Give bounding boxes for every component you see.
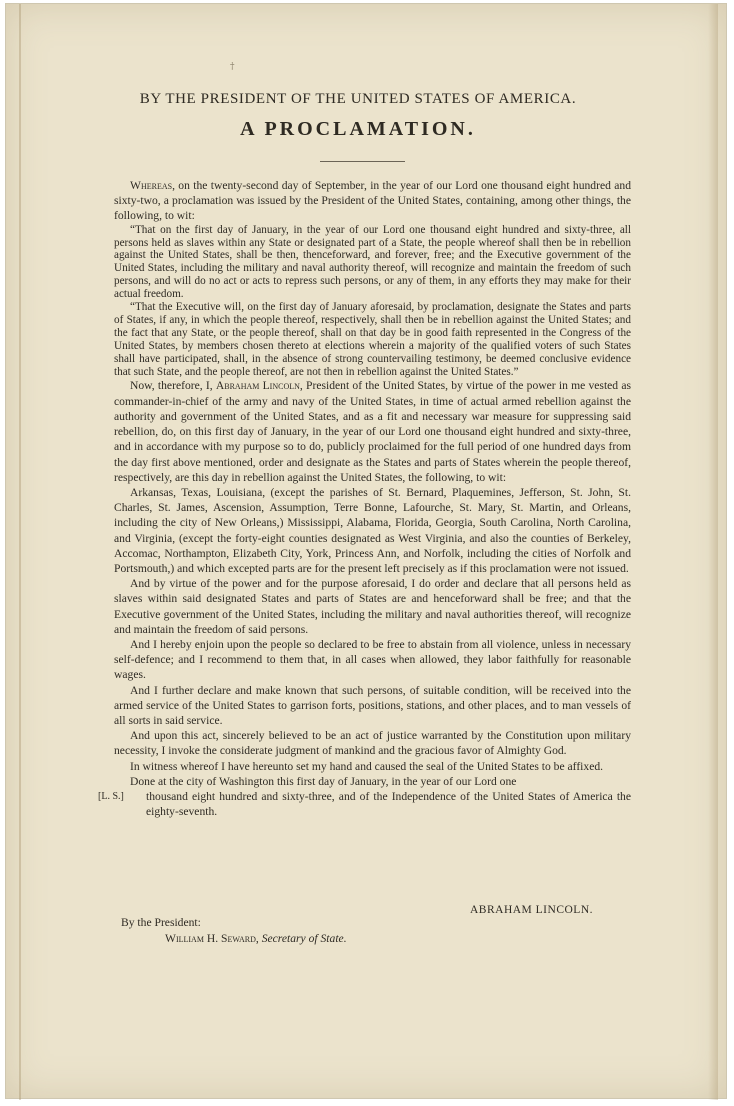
proclamation-body [98,178,631,819]
paragraph-quote-2: “That the Executive will, on the first day of January aforesaid, by proclamation, designate the States and parts of States, if any, in which the people thereof, respectively, shall then be in rebellion against the United States; and the fact that any State, or the people thereof, shall on that day be in good faith represented in the Congress of the United States, by members chosen thereto at elections wherein a majority of the qualified voters of such States shall have participated, shall, in the absence of strong countervailing testimony, be deemed conclusive evidence that such State, and the people thereof, are not then in rebellion against the United States.” [114,301,631,378]
signature-lincoln: ABRAHAM LINCOLN. [470,904,593,916]
paragraph-enjoin: And I hereby enjoin upon the people so declared to be free to abstain from all violence, unless in necessary self-defence; and I recommend to them that, in all cases when allowed, they labor faithfully for reasonable wages. [114,637,631,682]
header-line-president: BY THE PRESIDENT OF THE UNITED STATES OF AMERICA. [139,91,577,107]
paragraph-armed-service: And I further declare and make known that such persons, of suitable condition, will be received into the armed service of the United States to garrison forts, positions, stations, and other places, and to man vessels of all sorts in said service. [114,683,631,727]
seal-marker: [L. S.] [98,790,124,802]
seward-comma: , [255,932,262,945]
done-at-block [98,774,631,820]
paragraph-done-rest: thousand eight hundred and sixty-three, and of the Independence of the United States of America the eighty-seventh. [146,789,631,819]
printer-mark: † [230,62,235,72]
lincoln-name-inline: Abraham Lincoln [215,379,300,393]
paragraph-quote-1: “That on the first day of January, in the year of our Lord one thousand eight hundred and sixty-three, all persons held as slaves within any State or designated part of a State, the people whereof shall then be in rebellion against the United States, shall be then, thenceforward, and forever, free; and the Executive government of the United States, including the military and naval authority thereof, will recognize and maintain the freedom of such persons, and will do no act or acts to repress such persons, or any of them, in any efforts they may make for their actual freedom. [114,223,631,301]
now-therefore-pre: Now, therefore, I, [130,379,216,393]
paragraph-order-free: And by virtue of the power and for the purpose aforesaid, I do order and declare that all persons held as slaves within said designated States and parts of States are and henceforward shall be free; and that the Executive government of the United States, including the military and naval authorities thereof, will recognize and maintain the freedom of said persons. [114,577,631,636]
paragraph-justice: And upon this act, sincerely believed to be an act of justice warranted by the Constitution upon military necessity, I invoke the considerate judgment of mankind and the gracious favor of Almighty God. [114,729,631,758]
now-therefore-post: , President of the United States, by virtue of the power in me vested as commander-in-chief of the army and navy of the United States, in time of actual armed rebellion against the authority and government of the United States, and as a fit and necessary war measure for suppressing said rebellion, do, on this first day of January, in the year of our Lord one thousand eight hundred and sixty-three, and in accordance with my purpose so to do, publicly proclaimed for the full period of one hundred days from the day first above mentioned, order and designate as the States and parts of States wherein the people thereof, respectively, are this day in rebellion against the United States, the following, to wit: [114,379,631,484]
header-divider [320,161,405,162]
header-title-proclamation: A PROCLAMATION. [240,118,476,140]
seward-signature [165,932,347,945]
whereas-text: , on the twenty-second day of September, in the year of our Lord one thousand eight hundred and sixty-two, a proclamation was issued by the President of the United States, containing, among other things, the following, to wit: [114,179,631,223]
seward-name: William H. Seward [165,932,256,945]
paragraph-now-therefore [114,378,631,484]
by-the-president: By the President: [121,916,201,929]
paragraph-witness: In witness whereof I have hereunto set my hand and caused the seal of the United States to be affixed. [130,759,604,773]
paragraph-states-list: Arkansas, Texas, Louisiana, (except the parishes of St. Bernard, Plaquemines, Jefferson, St. John, St. Charles, St. James, Ascension, Assumption, Terre Bonne, Lafourche, St. Mary, St. Martin, and Orleans, including the city of New Orleans,) Mississippi, Alabama, Florida, Georgia, South Carolina, North Carolina, and Virginia, (except the forty-eight counties designated as West Virginia, and also the counties of Berkeley, Accomac, Northampton, Elizabeth City, York, Princess Ann, and Norfolk, including the cities of Norfolk and Portsmouth,) and which excepted parts are for the present left precisely as if this proclamation were not issued. [114,485,631,575]
document-header [118,88,598,142]
paragraph-whereas [114,178,631,224]
page-edge [708,4,718,1100]
whereas-lead: Whereas [130,179,173,192]
seward-title: Secretary of State. [261,932,347,945]
page-fold [19,4,21,1100]
paragraph-done-first: Done at the city of Washington this first day of January, in the year of our Lord one [130,774,517,788]
